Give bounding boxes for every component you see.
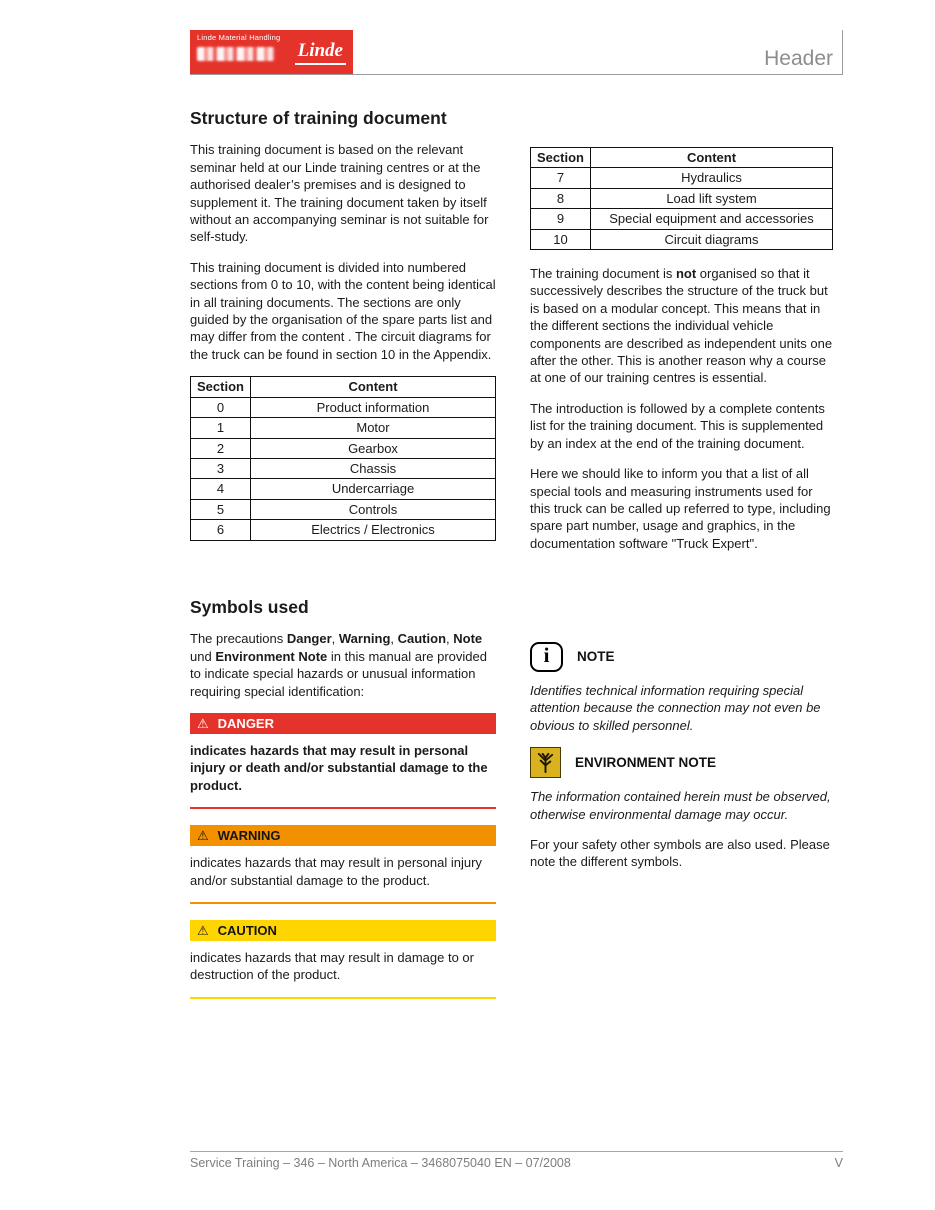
warning-description: indicates hazards that may result in personal injury and/or substantial damage to the product. [190,855,482,888]
warning-triangle-icon: ⚠ [197,716,209,732]
caution-rule [190,997,496,999]
footer-page-number: V [834,1156,843,1170]
table-row: 5 Controls [191,499,496,519]
warning-triangle-icon: ⚠ [197,828,209,844]
table-row: 6 Electrics / Electronics [191,520,496,540]
table-row: 8 Load lift system [531,188,833,208]
table-row: 2 Gearbox [191,438,496,458]
info-icon: i [530,642,563,672]
warning-triangle-icon: ⚠ [197,923,209,939]
structure-left-column [190,110,496,556]
note-symbol-row [530,642,833,672]
note-label: NOTE [577,649,615,665]
section-table-left [190,376,496,540]
section-table-right [530,147,833,250]
other-symbols-paragraph: For your safety other symbols are also used. Please note the different symbols. [530,837,830,870]
warning-rule [190,902,496,904]
structure-paragraph-1: This training document is based on the relevant seminar held at our Linde training centres or at the authorised dealer’s premises and is designed to supplement it. The training document taken by itself without an accompanying seminar is not suitable for self-study. [190,142,489,245]
table-header-content: Content [591,148,833,168]
symbols-section-title: Symbols used [190,597,309,617]
symbols-intro-paragraph: The precautions Danger, Warning, Caution, Note und Environment Note in this manual are provided to indicate special hazards or unusual information requiring special identification: [190,631,487,699]
danger-label: DANGER [217,715,274,731]
environment-tree-icon [530,747,561,778]
structure-section-title: Structure of training document [190,108,447,128]
warning-label: WARNING [217,828,281,844]
caution-label: CAUTION [217,922,277,938]
redacted-area [197,47,275,61]
table-row: 7 Hydraulics [531,168,833,188]
linde-wordmark: Linde [295,40,346,65]
header-title: Header [764,47,833,70]
page-footer [190,1151,843,1170]
table-row: 4 Undercarriage [191,479,496,499]
warning-banner [190,825,496,846]
special-tools-paragraph: Here we should like to inform you that a list of all special tools and measuring instruments used for this truck can be called up referred to type, including spare part number, usage and graphics, in the documentation software "Truck Expert". [530,466,831,551]
table-row: 3 Chassis [191,458,496,478]
environment-description: The information contained herein must be observed, otherwise environmental damage may occur. [530,789,831,822]
table-row: 0 Product information [191,397,496,417]
caution-description: indicates hazards that may result in damage to or destruction of the product. [190,950,474,983]
environment-note-label: ENVIRONMENT NOTE [575,755,717,771]
symbols-right-column [530,642,833,884]
danger-description: indicates hazards that may result in personal injury or death and/or substantial damage to the product. [190,743,488,793]
introduction-paragraph: The introduction is followed by a complete contents list for the training document. This is supplemented by an index at the end of the training document. [530,400,825,451]
structure-right-column [530,144,833,565]
table-header-content: Content [251,377,496,397]
table-row: 1 Motor [191,418,496,438]
danger-rule [190,807,496,809]
modular-concept-paragraph: The training document is not organised so that it successively describes the structure of the truck but is based on a modular concept. This means that in the different sections the individual vehicle components are described as independent units one after the other. This is another reason why a course at one of our training centres is essential. [530,266,833,386]
table-header-row [531,148,833,168]
page-header [190,30,843,75]
danger-banner [190,713,496,734]
note-description: Identifies technical information requiring special attention because the connection may not even be obvious to skilled personnel. [530,683,821,733]
table-row: 9 Special equipment and accessories [531,209,833,229]
table-row: 10 Circuit diagrams [531,229,833,249]
table-header-section: Section [191,377,251,397]
footer-doc-info: Service Training – 346 – North America – 3468075040 EN – 07/2008 [190,1156,571,1170]
table-header-section: Section [531,148,591,168]
symbols-left-column [190,599,496,1015]
caution-banner [190,920,496,941]
linde-logo [190,30,353,74]
environment-symbol-row [530,747,833,778]
table-header-row [191,377,496,397]
brand-name-text: Linde Material Handling [197,33,281,42]
structure-paragraph-2: This training document is divided into numbered sections from 0 to 10, with the content being identical in all training documents. The sections are only guided by the organisation of the spare parts list and may differ from the content . The circuit diagrams for the truck can be found in section 10 in the Appendix. [190,259,496,362]
